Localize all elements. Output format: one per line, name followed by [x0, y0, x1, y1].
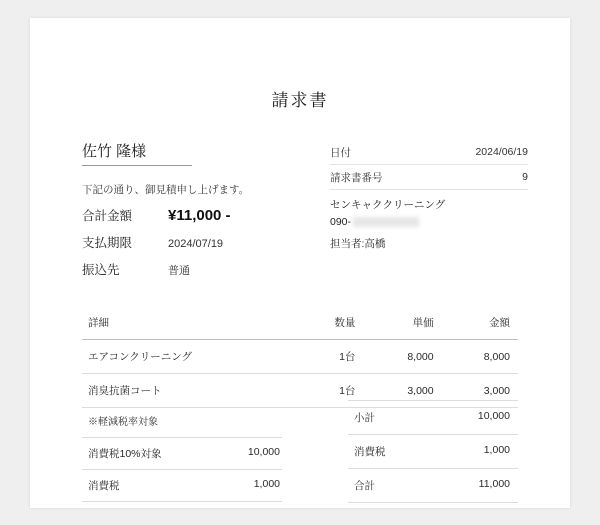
summary-value-duedate: 2024/07/19	[168, 238, 224, 250]
totals-block	[348, 400, 518, 503]
items-header-amount: 金額	[438, 306, 518, 340]
invoice-page	[30, 18, 570, 508]
totals-value-tax: 1,000	[483, 444, 510, 456]
item-qty: 1台	[294, 374, 360, 408]
tax-note-row-tax	[82, 469, 282, 502]
items-table-header-row	[82, 306, 518, 340]
totals-label-subtotal: 小計	[354, 412, 375, 424]
meta-block	[330, 140, 528, 251]
issuer-phone-prefix: 090-	[330, 216, 352, 228]
table-row	[82, 340, 518, 374]
items-header-qty: 数量	[294, 306, 360, 340]
issuer-phone	[330, 216, 528, 236]
totals-label-total: 合計	[354, 480, 375, 492]
meta-row-invoice-number	[330, 165, 528, 190]
item-price: 3,000	[359, 374, 437, 408]
lead-text: 下記の通り、御見積申し上げます。	[82, 184, 250, 196]
tax-note-row-rate10	[82, 437, 282, 469]
meta-key-date: 日付	[330, 146, 351, 159]
items-header-detail: 詳細	[82, 306, 294, 340]
item-detail: 消臭抗菌コート	[82, 374, 294, 408]
item-amount: 8,000	[438, 340, 518, 374]
item-detail: エアコンクリーニング	[82, 340, 294, 374]
summary-row-bank	[82, 260, 312, 287]
tax-note-label-rate10: 消費税10%対象	[88, 448, 162, 460]
page-title: 請求書	[271, 91, 329, 110]
item-qty: 1台	[294, 340, 360, 374]
redacted-block-icon	[353, 217, 419, 227]
totals-row-subtotal	[348, 400, 518, 435]
totals-value-subtotal: 10,000	[477, 410, 510, 422]
meta-key-invoice-number: 請求書番号	[330, 171, 383, 184]
tax-note-value-tax: 1,000	[253, 478, 280, 490]
item-amount: 3,000	[438, 374, 518, 408]
item-price: 8,000	[359, 340, 437, 374]
items-table	[82, 306, 518, 408]
issuer-company: センキャククリーニング	[330, 199, 446, 211]
summary-value-bank: 普通	[168, 265, 190, 277]
totals-row-tax	[348, 435, 518, 469]
meta-row-date	[330, 140, 528, 165]
client-name: 佐竹 隆様	[82, 140, 192, 166]
summary-label-total: 合計金額	[82, 209, 133, 223]
meta-value-date: 2024/06/19	[475, 146, 528, 158]
issuer-block	[330, 190, 528, 251]
issuer-contact: 担当者:高橋	[330, 238, 386, 250]
tax-note-value-rate10: 10,000	[247, 446, 280, 458]
totals-label-tax: 消費税	[354, 446, 386, 458]
tax-note-block	[82, 406, 282, 502]
meta-value-invoice-number: 9	[522, 171, 528, 183]
summary-value-total: ¥11,000 -	[168, 207, 231, 224]
totals-row-total	[348, 469, 518, 503]
summary-row-duedate	[82, 233, 312, 260]
tax-note-label-tax: 消費税	[88, 480, 120, 492]
summary-row-total	[82, 206, 312, 233]
summary-block	[82, 206, 312, 287]
totals-value-total: 11,000	[478, 478, 510, 490]
summary-label-bank: 振込先	[82, 263, 120, 277]
items-header-price: 単価	[359, 306, 437, 340]
tax-note-heading: ※軽減税率対象	[88, 417, 158, 428]
summary-label-duedate: 支払期限	[82, 236, 133, 250]
